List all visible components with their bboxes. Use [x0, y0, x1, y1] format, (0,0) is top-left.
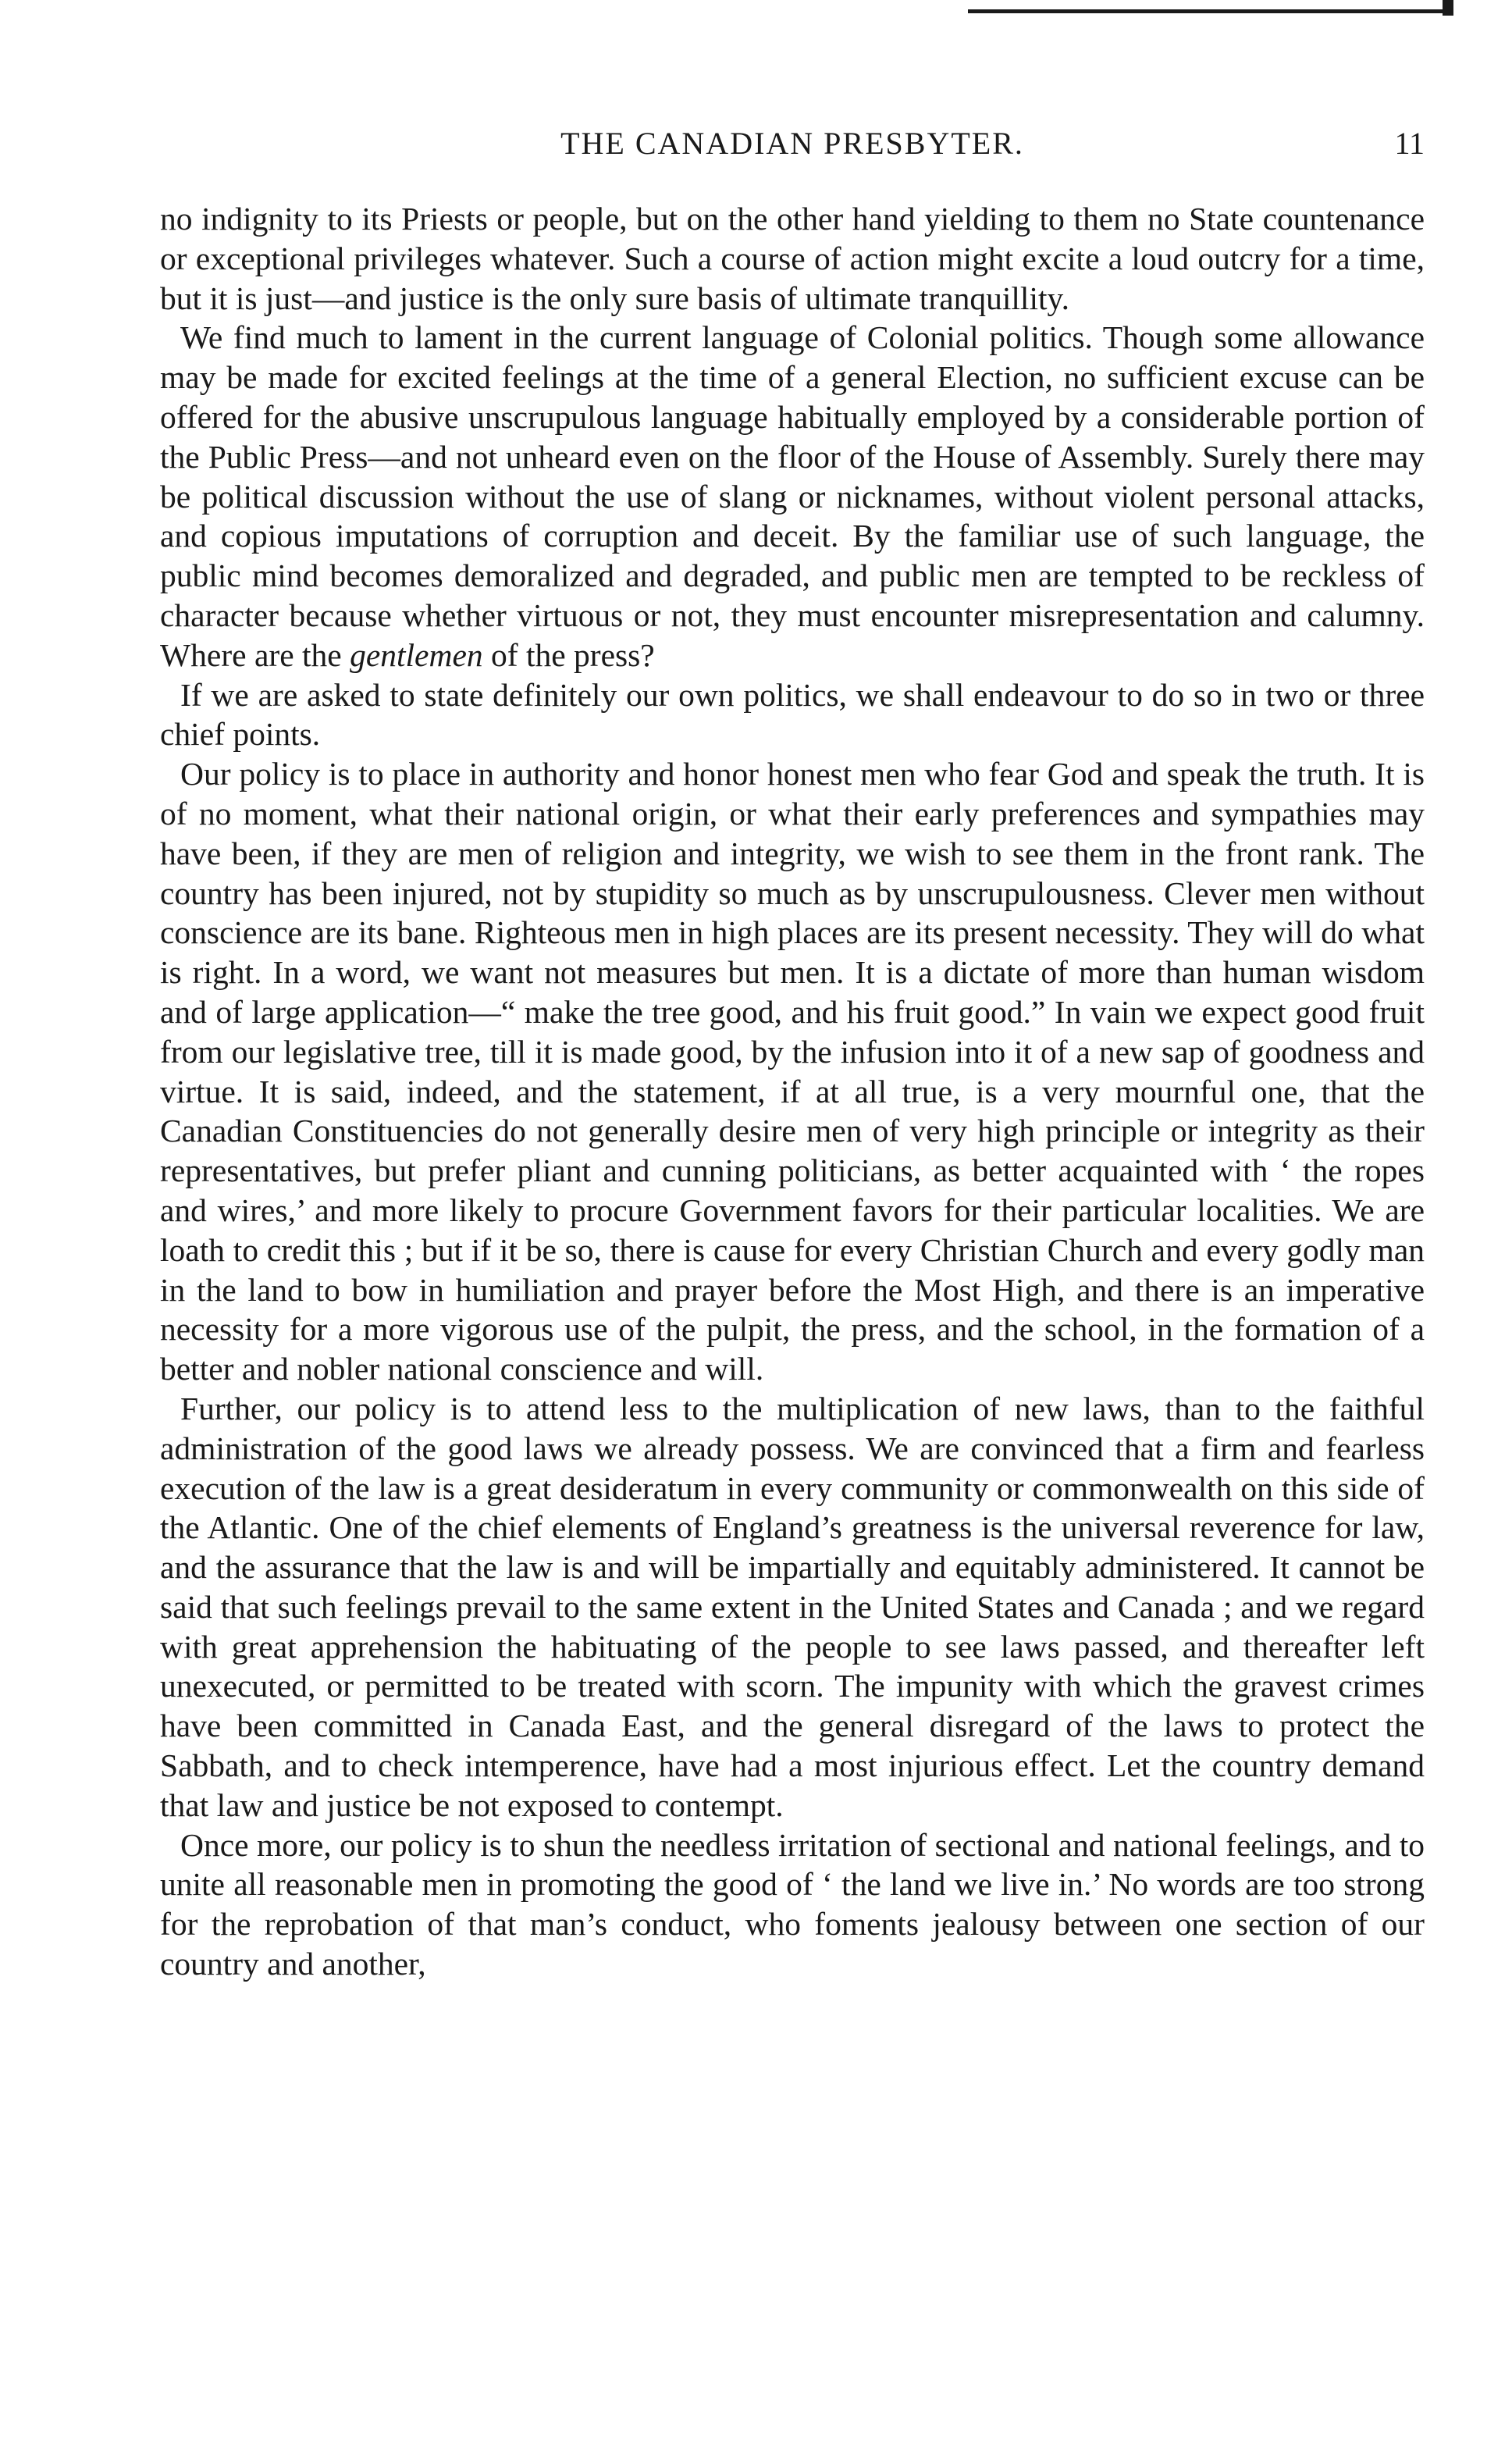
paragraph	[160, 318, 1425, 675]
paragraph-text: Further, our policy is to attend less to the multiplication of new laws, than to the faithful administration of the good laws we already possess. We are convinced that a firm and fearless execution of the law is a great desideratum in every community or commonwealth on this side of the Atlantic. One of the chief elements of England’s greatness is the universal reverence for law, and the assurance that the law is and will be impartially and equitably administered. It cannot be said that such feelings prevail to the same extent in the United States and Canada ; and we regard with great apprehension the habituating of the people to see laws passed, and thereafter left unexecuted, or permitted to be treated with scorn. The impunity with which the gravest crimes have been committed in Canada East, and the general disregard of the laws to protect the Sabbath, and to check intemperence, have had a most injurious effect. Let the country demand that law and justice be not exposed to contempt.	[160, 1390, 1425, 1823]
top-rule-end	[1443, 0, 1453, 16]
running-title: THE CANADIAN PRESBYTER.	[560, 126, 1024, 161]
paragraph-text: If we are asked to state definitely our own politics, we shall endeavour to do so in two or three chief points.	[160, 676, 1425, 753]
paragraph-text: Our policy is to place in authority and honor honest men who fear God and speak the truth. It is of no moment, what their national origin, or what their early preferences and sympathies may have been, if they are men of religion and integrity, we wish to see them in the front rank. The country has been injured, not by stupidity so much as by unscrupulousness. Clever men without conscience are its bane. Righteous men in high places are its present necessity. They will do what is right. In a word, we want not measures but men. It is a dictate of more than human wisdom and of large application—“ make the tree good, and his fruit good.” In vain we expect good fruit from our legislative tree, till it is made good, by the infusion into it of a new sap of goodness and virtue. It is said, indeed, and the statement, if at all true, is a very mournful one, that the Canadian Constituencies do not generally desire men of very high principle or integrity as their representatives, but prefer pliant and cunning politicians, as better acquainted with ‘ the ropes and wires,’ and more likely to procure Government favors for their particular localities. We are loath to credit this ; but if it be so, there is cause for every Christian Church and every godly man in the land to bow in humiliation and prayer before the Most High, and there is an imperative necessity for a more vigorous use of the pulpit, the press, and the school, in the formation of a better and nobler national conscience and will.	[160, 756, 1425, 1387]
paragraph-text: Once more, our policy is to shun the needless irritation of sectional and national feelings, and to unite all reasonable men in promoting the good of ‘ the land we live in.’ No words are too strong for the reprobation of that man’s conduct, who foments jealousy between one section of our country and another,	[160, 1826, 1425, 1982]
page-number: 11	[1394, 126, 1425, 161]
paragraph	[160, 1389, 1425, 1825]
top-rule	[968, 9, 1452, 13]
paragraph-text: no indignity to its Priests or people, but on the other hand yielding to them no State countenance or exceptional privileges whatever. Such a course of action might excite a loud outcry for a time, but it is just—and justice is the only sure basis of ultimate tranquillity.	[160, 201, 1425, 316]
paragraph-text: of the press?	[482, 636, 655, 673]
page-header	[160, 125, 1425, 172]
article-body	[160, 199, 1425, 1984]
paragraph	[160, 675, 1425, 755]
paragraph	[160, 754, 1425, 1389]
paragraph	[160, 1825, 1425, 1984]
paragraph-text: We find much to lament in the current language of Colonial politics. Though some allowance may be made for excited feelings at the time of a general Election, no sufficient excuse can be offered for the abusive unscrupulous language habitually employed by a considerable portion of the Public Press—and not unheard even on the floor of the House of Assembly. Surely there may be political discussion without the use of slang or nicknames, without violent personal attacks, and copious imputations of corruption and deceit. By the familiar use of such language, the public mind becomes demoralized and degraded, and public men are tempted to be reckless of character because whether virtuous or not, they must encounter misrepresentation and calumny. Where are the	[160, 319, 1425, 673]
emphasis-text: gentlemen	[350, 636, 483, 673]
paragraph	[160, 199, 1425, 318]
